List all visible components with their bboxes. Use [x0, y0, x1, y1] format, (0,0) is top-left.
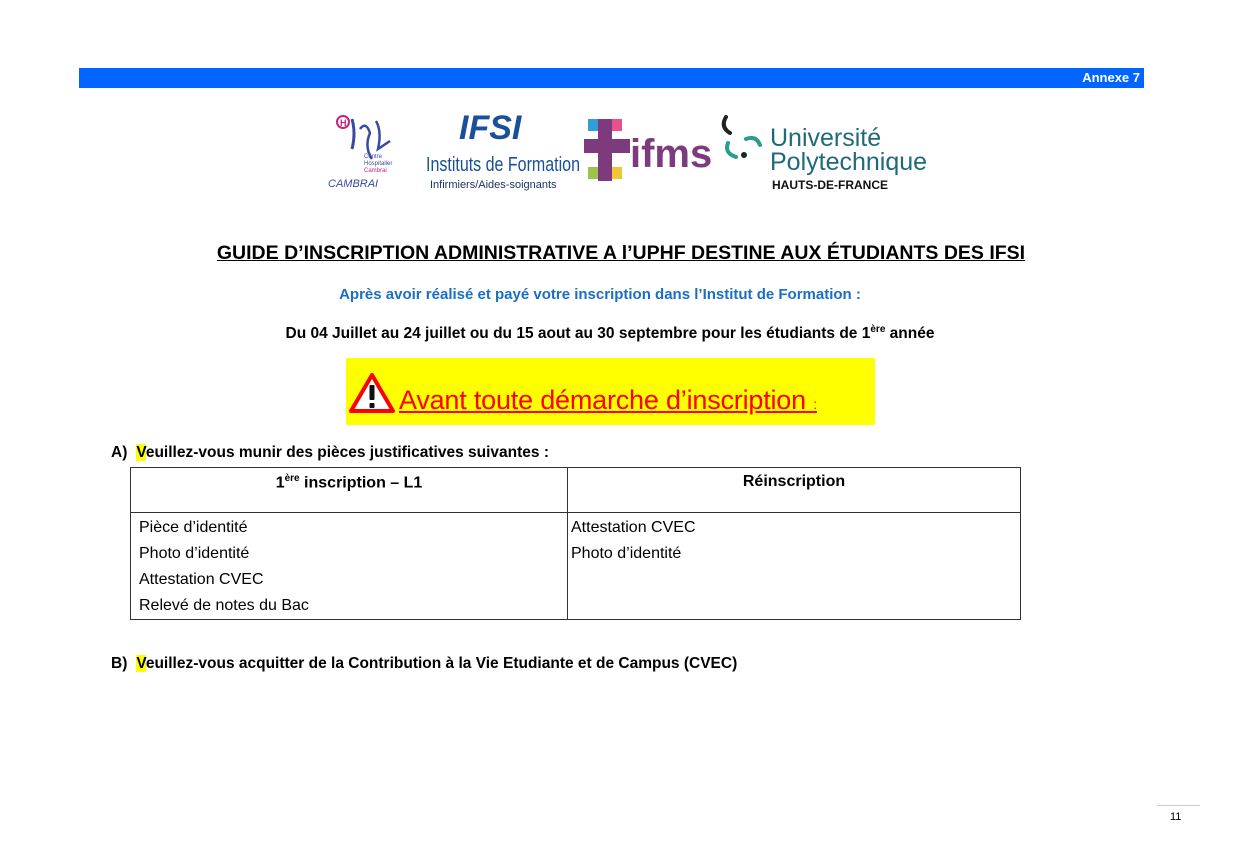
- section-b-marker: B): [111, 655, 128, 672]
- warning-text: [399, 385, 817, 416]
- warning-triangle-icon: [349, 372, 395, 414]
- list-item: Attestation CVEC: [139, 571, 264, 588]
- section-a-highlight: V: [136, 444, 146, 461]
- ifms-logo: [584, 117, 712, 185]
- enrollment-dates: [0, 324, 1220, 343]
- partner-logos: [320, 105, 940, 200]
- dates-sup: ère: [870, 324, 886, 335]
- footer-divider: [1157, 805, 1200, 806]
- page-title: GUIDE D’INSCRIPTION ADMINISTRATIVE A l’UPHF DESTINE AUX ÉTUDIANTS DES IFSI: [216, 242, 1026, 264]
- ifsi-formation-name: Instituts de Formation: [426, 154, 580, 176]
- annex-label: Annexe 7: [1082, 70, 1140, 85]
- page-number: 11: [1170, 811, 1182, 823]
- logo-sub-1: Centre: [364, 154, 383, 160]
- section-a-marker: A): [111, 444, 128, 461]
- ifsi-formation-sub: Infirmiers/Aides-soignants: [430, 179, 557, 191]
- ifms-mark: ifms: [630, 132, 713, 176]
- section-b-text: euillez-vous acquitter de la Contribution à la Vie Etudiante et de Campus (CVEC): [145, 655, 738, 672]
- section-b-heading: [111, 655, 737, 673]
- uphf-line2: Polytechnique: [770, 148, 928, 176]
- list-item: Photo d’identité: [571, 545, 682, 562]
- svg-text:H: H: [340, 118, 347, 128]
- list-item: Attestation CVEC: [571, 519, 696, 536]
- dates-after: année: [885, 325, 935, 343]
- list-item: Relevé de notes du Bac: [139, 597, 309, 614]
- logo-cambrai-label: CAMBRAI: [328, 178, 379, 190]
- table-header-first-enrollment: 1ère inscription – L1: [131, 468, 568, 513]
- warning-label: Avant toute démarche d’inscription: [399, 385, 806, 415]
- ifsi-mark: IFSI: [459, 109, 522, 147]
- logo-sub-2: Hospitalier: [364, 161, 393, 167]
- section-b-highlight: V: [136, 655, 146, 672]
- annex-banner: [79, 68, 1144, 88]
- uphf-line3: HAUTS-DE-FRANCE: [772, 178, 888, 192]
- warning-banner: [346, 358, 875, 425]
- dates-before: Du 04 Juillet au 24 juillet ou du 15 aout au 30 septembre pour les étudiants de 1: [285, 325, 871, 343]
- warning-colon: :: [813, 396, 817, 412]
- logo-sub-3: Cambrai: [364, 168, 387, 174]
- list-item: Photo d’identité: [139, 545, 250, 562]
- ifsi-cambrai-logo: [326, 111, 406, 191]
- section-a-text: euillez-vous munir des pièces justificatives suivantes :: [145, 444, 549, 461]
- uphf-line1: Université: [770, 124, 882, 152]
- ifsi-formation-logo: [424, 109, 584, 193]
- page-subtitle: Après avoir réalisé et payé votre inscription dans l’Institut de Formation :: [339, 286, 861, 303]
- documents-table: [130, 467, 1021, 620]
- reenrollment-documents: [568, 513, 1021, 620]
- list-item: Pièce d’identité: [139, 519, 248, 536]
- first-enrollment-documents: [131, 513, 568, 620]
- uphf-logo: [720, 113, 940, 197]
- table-header-reenrollment: Réinscription: [568, 468, 1021, 513]
- section-a-heading: [111, 444, 549, 462]
